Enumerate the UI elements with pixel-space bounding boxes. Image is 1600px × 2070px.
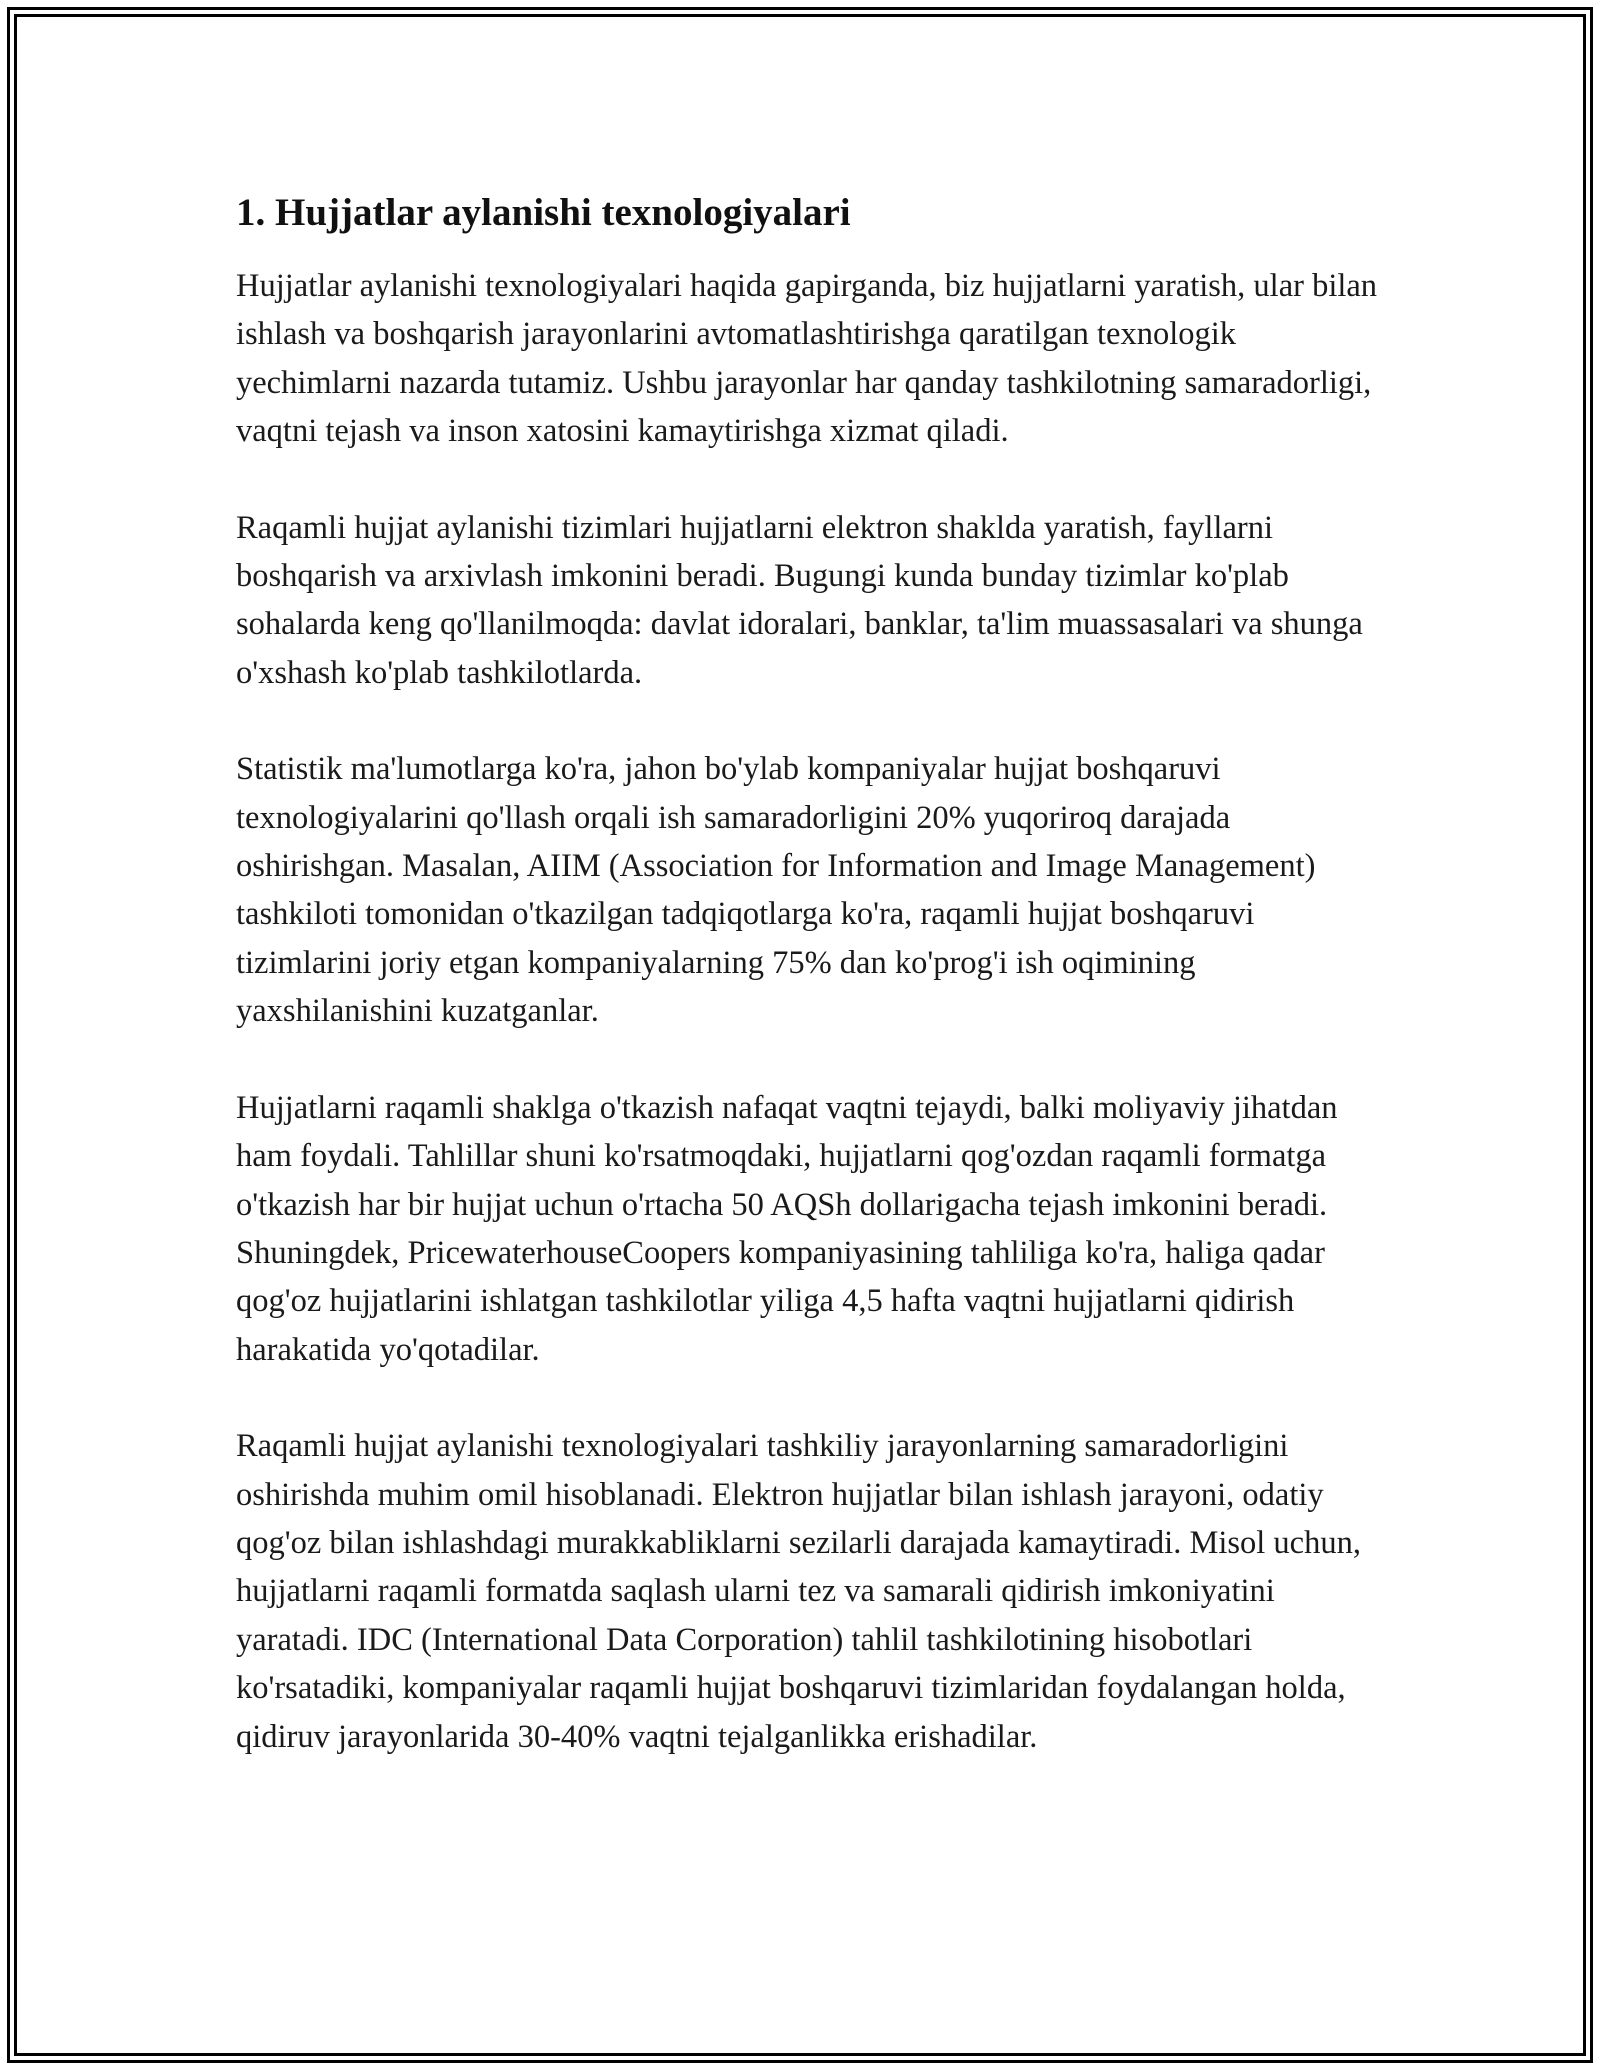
paragraph-4: Hujjatlarni raqamli shaklga o'tkazish nafaqat vaqtni tejaydi, balki moliyaviy jihatdan ham foydali. Tahlillar shuni ko'rsatmoqdaki, hujjatlarni qog'ozdan raqamli formatga o'tkazish har bir hujjat uchun o'rtacha 50 AQSh dollarigacha tejash imkonini beradi. Shuningdek, PricewaterhouseCoopers kompaniyasining tahliliga ko'ra, haliga qadar qog'oz hujjatlarini ishlatgan tashkilotlar yiliga 4,5 hafta vaqtni hujjatlarni qidirish harakatida yo'qotadilar.: [236, 1089, 1338, 1368]
paragraph-1: Hujjatlar aylanishi texnologiyalari haqida gapirganda, biz hujjatlarni yaratish, ular bilan ishlash va boshqarish jarayonlarini avtomatlashtirishga qaratilgan texnologik yechimlarni nazarda tutamiz. Ushbu jarayonlar har qanday tashkilotning samaradorligi, vaqtni tejash va inson xatosini kamaytirishga xizmat qiladi.: [236, 268, 1378, 450]
document-body: [236, 186, 1386, 1809]
paragraph-2: Raqamli hujjat aylanishi tizimlari hujjatlarni elektron shaklda yaratish, fayllarni boshqarish va arxivlash imkonini beradi. Bugungi kunda bunday tizimlar ko'plab sohalarda keng qo'llanilmoqda: davlat idoralari, banklar, ta'lim muassasalari va shunga o'xshash ko'plab tashkilotlarda.: [236, 509, 1363, 691]
section-heading: 1. Hujjatlar aylanishi texnologiyalari: [236, 191, 851, 234]
paragraph-3: Statistik ma'lumotlarga ko'ra, jahon bo'ylab kompaniyalar hujjat boshqaruvi texnologiyalarini qo'llash orqali ish samaradorligini 20% yuqoriroq darajada oshirishgan. Masalan, AIIM (Association for Information and Image Management) tashkiloti tomonidan o'tkazilgan tadqiqotlarga ko'ra, raqamli hujjat boshqaruvi tizimlarini joriy etgan kompaniyalarning 75% dan ko'prog'i ish oqimining yaxshilanishini kuzatganlar.: [236, 751, 1316, 1030]
paragraph-5: Raqamli hujjat aylanishi texnologiyalari tashkiliy jarayonlarning samaradorligini oshirishda muhim omil hisoblanadi. Elektron hujjatlar bilan ishlash jarayoni, odatiy qog'oz bilan ishlashdagi murakkabliklarni sezilarli darajada kamaytiradi. Misol uchun, hujjatlarni raqamli formatda saqlash ularni tez va samarali qidirish imkoniyatini yaratadi. IDC (International Data Corporation) tahlil tashkilotining hisobotlari ko'rsatadiki, kompaniyalar raqamli hujjat boshqaruvi tizimlaridan foydalangan holda, qidiruv jarayonlarida 30-40% vaqtni tejalganlikka erishadilar.: [236, 1428, 1361, 1755]
